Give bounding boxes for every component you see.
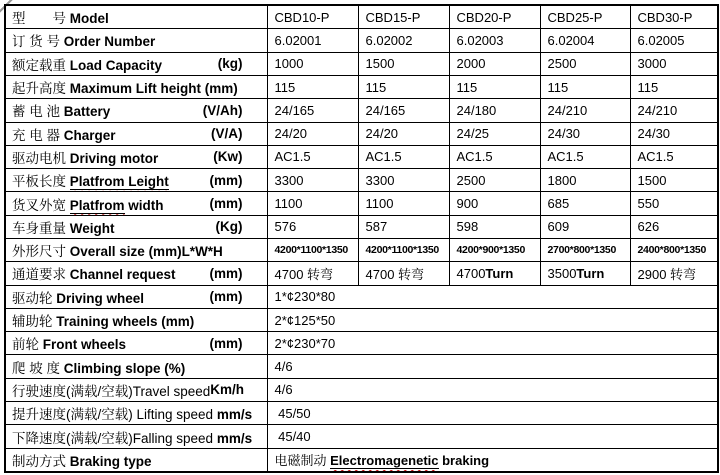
text-segment: 24/210 <box>637 102 678 118</box>
label-text <box>12 450 152 470</box>
text-segment: 24/20 <box>365 126 399 142</box>
value-channel-request-col3 <box>449 262 540 285</box>
text-segment: 平板长度 <box>12 174 70 190</box>
text-segment: 24/210 <box>547 102 588 118</box>
value-platform-length-col4 <box>540 169 630 192</box>
label-text <box>12 147 158 167</box>
text-segment: 1000 <box>274 56 304 72</box>
text-segment: 型 号 <box>12 11 70 27</box>
label-content <box>12 217 265 237</box>
label-text <box>12 310 194 330</box>
label-content <box>12 287 265 307</box>
label-content <box>12 147 265 167</box>
text-segment: 外形尺寸 <box>12 244 70 260</box>
label-content <box>12 54 265 74</box>
label-unit: (V/A) <box>211 126 243 142</box>
value-channel-request-col4 <box>540 262 630 285</box>
value-lift-height-col1 <box>267 75 358 98</box>
text-segment: 6.02003 <box>456 32 504 48</box>
text-segment: 货叉外宽 <box>12 197 70 213</box>
label-text <box>12 77 238 97</box>
text-segment: 通道要求 <box>12 267 70 283</box>
label-driving-motor <box>5 145 267 168</box>
text-segment: 电磁制动 <box>274 453 331 469</box>
row-overall-size <box>5 238 718 261</box>
text-segment: 576 <box>274 219 297 235</box>
label-text <box>12 30 155 50</box>
text-segment: 4700 <box>456 265 486 281</box>
text-segment: Electromagenetic <box>330 453 439 469</box>
text-segment: 115 <box>274 79 296 95</box>
value-weight-col3 <box>449 215 540 238</box>
text-segment: 2500 <box>547 56 577 72</box>
text-segment: 4700 转弯 <box>274 266 334 282</box>
value-order-number-col5 <box>630 29 718 52</box>
label-overall-size <box>5 238 267 261</box>
label-text <box>12 427 252 447</box>
text-segment: Platfrom Leight <box>69 174 169 190</box>
value-model-col5 <box>630 5 718 29</box>
value-lift-height-col5 <box>630 75 718 98</box>
value-channel-request-col2 <box>358 262 449 285</box>
value-driving-motor-col1 <box>267 145 358 168</box>
value-platform-width-col4 <box>540 192 630 215</box>
text-segment: AC1.5 <box>637 149 674 165</box>
text-segment: 2900 转弯 <box>637 266 697 282</box>
text-segment: 24/20 <box>274 126 308 142</box>
label-lift-height <box>5 75 267 98</box>
row-climbing-slope <box>5 355 718 378</box>
text-segment: Order Number <box>63 34 156 50</box>
text-segment: Charger <box>63 127 116 143</box>
value-battery-col2 <box>358 99 449 122</box>
label-text <box>12 333 126 353</box>
text-segment: 115 <box>547 79 569 95</box>
text-segment: 爬 坡 度 <box>12 360 64 376</box>
label-model <box>5 5 267 29</box>
label-load-capacity <box>5 52 267 75</box>
label-battery <box>5 99 267 122</box>
text-segment: 2700*800*1350 <box>547 244 617 257</box>
text-segment: 行驶速度(满载/空载) <box>12 383 133 399</box>
text-segment: Training wheels (mm) <box>56 314 195 330</box>
label-content <box>12 427 265 447</box>
text-segment: 4200*900*1350 <box>456 244 526 257</box>
text-segment: 587 <box>365 219 388 235</box>
text-segment: 4700 转弯 <box>365 266 425 282</box>
text-segment: 3000 <box>637 56 667 72</box>
label-platform-length <box>5 169 267 192</box>
label-text <box>12 7 109 27</box>
text-segment: width <box>124 197 164 213</box>
value-driving-motor-col4 <box>540 145 630 168</box>
value-model-col1 <box>267 5 358 29</box>
text-segment: Weight <box>69 220 115 236</box>
value-training-wheels <box>267 308 718 331</box>
label-content <box>12 124 265 144</box>
text-segment: 提升速度(满载/空载) <box>12 407 137 423</box>
row-lifting-speed <box>5 402 718 425</box>
text-segment: 下降速度(满载/空载) <box>12 430 133 446</box>
text-segment: 24/30 <box>547 126 581 142</box>
label-training-wheels <box>5 308 267 331</box>
text-segment: 1500 <box>637 172 667 188</box>
value-travel-speed <box>267 378 718 401</box>
text-segment: 1800 <box>547 172 577 188</box>
text-segment: AC1.5 <box>456 149 493 165</box>
label-climbing-slope <box>5 355 267 378</box>
value-platform-width-col3 <box>449 192 540 215</box>
row-travel-speed <box>5 378 718 401</box>
row-platform-length <box>5 169 718 192</box>
text-segment: Falling speed <box>132 430 217 446</box>
label-charger <box>5 122 267 145</box>
text-segment: 550 <box>637 196 660 212</box>
text-segment: 辅助轮 <box>12 314 57 330</box>
row-driving-wheel <box>5 285 718 308</box>
text-segment: 制动方式 <box>12 453 70 469</box>
text-segment: Braking type <box>69 453 152 469</box>
text-segment: Driving wheel <box>56 290 145 306</box>
label-channel-request <box>5 262 267 285</box>
text-segment: 4200*1100*1350 <box>274 244 348 257</box>
value-charger-col4 <box>540 122 630 145</box>
text-segment: 6.02002 <box>365 32 413 48</box>
text-segment: CBD20-P <box>456 9 512 25</box>
label-unit: (mm) <box>209 172 243 188</box>
text-segment: 6.02001 <box>274 32 322 48</box>
label-content <box>12 100 265 120</box>
value-lifting-speed <box>267 402 718 425</box>
text-segment: 45/40 <box>274 429 311 444</box>
value-order-number-col3 <box>449 29 540 52</box>
text-segment: Climbing slope (%) <box>63 360 186 376</box>
value-channel-request-col1 <box>267 262 358 285</box>
value-battery-col4 <box>540 99 630 122</box>
text-segment: 24/30 <box>637 126 671 142</box>
label-driving-wheel <box>5 285 267 308</box>
text-segment: 900 <box>456 196 479 212</box>
text-segment: 起升高度 <box>12 81 70 97</box>
value-battery-col5 <box>630 99 718 122</box>
value-driving-motor-col2 <box>358 145 449 168</box>
text-segment: 车身重量 <box>12 220 70 236</box>
value-climbing-slope <box>267 355 718 378</box>
text-segment: 驱动电机 <box>12 150 70 166</box>
value-model-col4 <box>540 5 630 29</box>
value-model-col3 <box>449 5 540 29</box>
value-load-capacity-col2 <box>358 52 449 75</box>
row-weight <box>5 215 718 238</box>
text-segment: 24/180 <box>456 102 497 118</box>
text-segment: CBD10-P <box>274 9 330 25</box>
text-segment: 2*¢230*70 <box>274 335 336 351</box>
label-platform-width <box>5 192 267 215</box>
spec-table-body <box>5 5 718 472</box>
value-model-col2 <box>358 5 449 29</box>
label-content <box>12 7 265 27</box>
row-driving-motor <box>5 145 718 168</box>
text-segment: Maximum Lift height (mm) <box>69 81 238 97</box>
value-overall-size-col4 <box>540 238 630 261</box>
text-segment: CBD30-P <box>637 9 693 25</box>
text-segment: Battery <box>63 104 111 120</box>
label-text <box>12 124 116 144</box>
row-load-capacity <box>5 52 718 75</box>
value-platform-length-col2 <box>358 169 449 192</box>
label-text <box>12 263 176 283</box>
text-segment: 2000 <box>456 56 486 72</box>
value-charger-col2 <box>358 122 449 145</box>
text-segment: Turn <box>485 265 514 281</box>
value-load-capacity-col5 <box>630 52 718 75</box>
text-segment: 598 <box>456 219 479 235</box>
value-lift-height-col3 <box>449 75 540 98</box>
text-segment: Driving motor <box>69 150 159 166</box>
value-lift-height-col4 <box>540 75 630 98</box>
value-weight-col1 <box>267 215 358 238</box>
text-segment: 115 <box>456 79 478 95</box>
label-text <box>12 287 144 307</box>
text-segment: 2400*800*1350 <box>637 244 707 257</box>
label-travel-speed <box>5 378 267 401</box>
value-driving-motor-col5 <box>630 145 718 168</box>
label-text <box>12 170 169 190</box>
row-braking-type <box>5 448 718 472</box>
text-segment: 蓄 电 池 <box>12 104 64 120</box>
text-segment: 1100 <box>365 196 394 212</box>
label-unit: (mm) <box>209 289 243 305</box>
label-weight <box>5 215 267 238</box>
label-lifting-speed <box>5 402 267 425</box>
text-segment: Load Capacity <box>69 57 163 73</box>
row-training-wheels <box>5 308 718 331</box>
value-front-wheels <box>267 332 718 355</box>
value-battery-col1 <box>267 99 358 122</box>
value-overall-size-col2 <box>358 238 449 261</box>
text-segment: 609 <box>547 219 570 235</box>
value-load-capacity-col1 <box>267 52 358 75</box>
value-weight-col2 <box>358 215 449 238</box>
spec-table <box>4 4 719 473</box>
value-falling-speed <box>267 425 718 448</box>
value-charger-col3 <box>449 122 540 145</box>
row-falling-speed <box>5 425 718 448</box>
text-segment: 115 <box>637 79 659 95</box>
row-model <box>5 5 718 29</box>
text-segment: Turn <box>576 265 605 281</box>
row-channel-request <box>5 262 718 285</box>
label-unit: (mm) <box>209 196 243 212</box>
text-segment: 驱动轮 <box>12 290 57 306</box>
text-segment: 4/6 <box>274 359 293 375</box>
text-segment: Overall size (mm)L*W*H <box>69 244 223 260</box>
value-order-number-col4 <box>540 29 630 52</box>
label-content <box>12 263 265 283</box>
label-front-wheels <box>5 332 267 355</box>
label-unit: (Kw) <box>213 149 243 165</box>
label-unit: (kg) <box>217 56 243 72</box>
row-order-number <box>5 29 718 52</box>
value-charger-col1 <box>267 122 358 145</box>
value-weight-col5 <box>630 215 718 238</box>
value-platform-width-col1 <box>267 192 358 215</box>
row-charger <box>5 122 718 145</box>
text-segment: 2500 <box>456 172 486 188</box>
text-segment: 115 <box>365 79 387 95</box>
value-driving-wheel <box>267 285 718 308</box>
text-segment: 4200*1100*1350 <box>365 244 439 257</box>
value-lift-height-col2 <box>358 75 449 98</box>
label-text <box>12 380 210 400</box>
label-text <box>12 357 185 377</box>
text-segment: CBD15-P <box>365 9 421 25</box>
value-platform-width-col2 <box>358 192 449 215</box>
value-platform-length-col1 <box>267 169 358 192</box>
label-content <box>12 333 265 353</box>
value-platform-width-col5 <box>630 192 718 215</box>
row-platform-width <box>5 192 718 215</box>
label-content <box>12 170 265 190</box>
text-segment: 6.02005 <box>637 32 685 48</box>
text-segment: 3300 <box>274 172 304 188</box>
text-segment: CBD25-P <box>547 9 603 25</box>
label-content <box>12 403 265 423</box>
text-segment: AC1.5 <box>365 149 402 165</box>
label-unit: (V/Ah) <box>202 102 243 118</box>
label-content <box>12 77 265 97</box>
label-content <box>12 450 265 470</box>
value-weight-col4 <box>540 215 630 238</box>
label-falling-speed <box>5 425 267 448</box>
text-segment: 充 电 器 <box>12 127 64 143</box>
label-content <box>12 380 265 400</box>
label-unit: (Kg) <box>215 219 243 235</box>
text-segment: Lifting speed <box>136 407 217 423</box>
text-segment: Platfrom <box>69 197 125 213</box>
text-segment: 45/50 <box>274 405 311 421</box>
value-battery-col3 <box>449 99 540 122</box>
label-order-number <box>5 29 267 52</box>
label-text <box>12 403 252 423</box>
label-unit: (mm) <box>209 335 243 351</box>
label-unit: Km/h <box>210 382 245 398</box>
value-overall-size-col5 <box>630 238 718 261</box>
label-content <box>12 357 265 377</box>
label-braking-type <box>5 448 267 472</box>
text-segment: 2*¢125*50 <box>274 312 336 328</box>
label-text <box>12 194 164 214</box>
value-charger-col5 <box>630 122 718 145</box>
value-load-capacity-col4 <box>540 52 630 75</box>
text-segment: 1*¢230*80 <box>274 289 336 305</box>
label-text <box>12 240 223 260</box>
label-text <box>12 100 110 120</box>
value-load-capacity-col3 <box>449 52 540 75</box>
text-segment: Front wheels <box>42 337 127 353</box>
text-segment: 685 <box>547 196 570 212</box>
row-lift-height <box>5 75 718 98</box>
value-order-number-col1 <box>267 29 358 52</box>
label-content <box>12 30 265 50</box>
text-segment: 额定载重 <box>12 57 70 73</box>
text-segment: 4/6 <box>274 382 293 398</box>
label-content <box>12 310 265 330</box>
label-text <box>12 54 162 74</box>
text-segment: 24/165 <box>365 102 406 118</box>
text-segment: Model <box>69 11 109 27</box>
text-segment: 24/25 <box>456 126 490 142</box>
text-segment: 6.02004 <box>547 32 595 48</box>
value-platform-length-col5 <box>630 169 718 192</box>
text-segment: 1500 <box>365 56 395 72</box>
text-segment: 前轮 <box>12 337 43 353</box>
text-segment: 24/165 <box>274 102 315 118</box>
label-content <box>12 194 265 214</box>
text-segment: AC1.5 <box>274 149 311 165</box>
text-segment: mm/s <box>216 407 253 423</box>
value-driving-motor-col3 <box>449 145 540 168</box>
value-platform-length-col3 <box>449 169 540 192</box>
value-braking-type <box>267 448 718 472</box>
value-order-number-col2 <box>358 29 449 52</box>
row-front-wheels <box>5 332 718 355</box>
text-segment: AC1.5 <box>547 149 584 165</box>
text-segment: 626 <box>637 219 660 235</box>
label-unit: (mm) <box>209 265 243 281</box>
label-text <box>12 217 115 237</box>
value-channel-request-col5 <box>630 262 718 285</box>
text-segment: 3300 <box>365 172 395 188</box>
text-segment: Travel speed <box>132 383 211 399</box>
text-segment: 1100 <box>274 196 303 212</box>
text-segment: mm/s <box>216 430 253 446</box>
text-segment: 3500 <box>547 265 577 281</box>
text-segment: braking <box>438 453 490 469</box>
row-battery <box>5 99 718 122</box>
value-overall-size-col3 <box>449 238 540 261</box>
label-content <box>12 240 265 260</box>
value-overall-size-col1 <box>267 238 358 261</box>
text-segment: Channel request <box>69 267 176 283</box>
text-segment: 订 货 号 <box>12 34 64 50</box>
